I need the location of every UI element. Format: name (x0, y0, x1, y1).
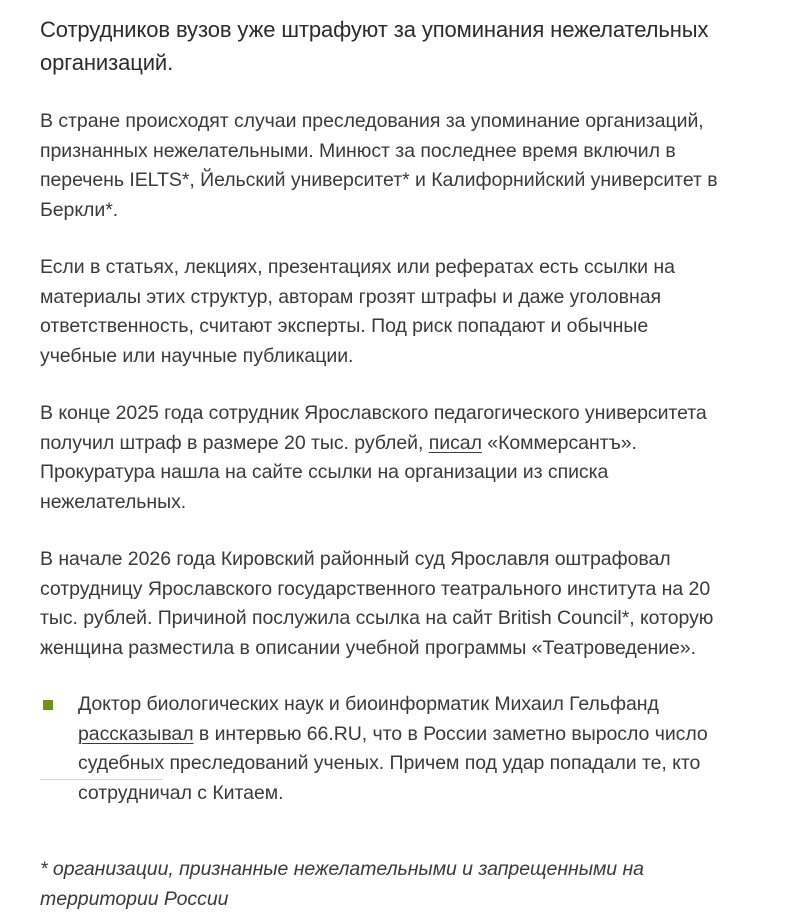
bullet-list (40, 690, 722, 808)
link-pisal[interactable]: писал (428, 431, 482, 454)
paragraph-4 (40, 545, 722, 663)
list-item (40, 690, 722, 808)
paragraph-2 (40, 253, 722, 371)
paragraph-1 (40, 107, 722, 225)
paragraph-2-text: Если в статьях, лекциях, презентациях или рефератах есть ссылки на материалы этих структур, авторам грозят штрафы и даже уголовная ответственность, считают эксперты. Под риск попадают и обычные учебные или научные публикации. (40, 256, 675, 367)
paragraph-1-text: В стране происходят случаи преследования за упоминание организаций, признанных нежелательными. Минюст за последнее время включил в перечень IELTS*, Йельский университет* и Калифорнийский университет в Беркли*. (40, 110, 718, 221)
footnote: * организации, признанные нежелательными и запрещенными на территории России (40, 858, 644, 910)
list-item-text-before: Доктор биологических наук и биоинформатик Михаил Гельфанд (78, 693, 659, 715)
paragraph-3-text-before: В конце 2025 года сотрудник Ярославского педагогического университета получил штраф в размере 20 тыс. рублей, (40, 402, 707, 454)
paragraph-3 (40, 399, 722, 517)
bottom-divider (40, 779, 162, 780)
article-body (40, 107, 722, 914)
paragraph-4-text: В начале 2026 года Кировский районный суд Ярославля оштрафовал сотрудницу Ярославского государственного театрального института на 20 тыс. рублей. Причиной послужила ссылка на сайт British Council*, которую женщина разместила в описании учебной программы «Театроведение». (40, 548, 714, 659)
article-title: Сотрудников вузов уже штрафуют за упоминания нежелательных организаций. (40, 17, 709, 75)
square-bullet-icon (43, 700, 53, 710)
paragraph-3-text-after: «Коммерсантъ». Прокуратура нашла на сайте ссылки на организации из списка нежелательных. (40, 431, 637, 513)
list-item-text-after: в интервью 66.RU, что в России заметно выросло число судебных преследований ученых. Причем под удар попадали те, кто сотрудничал с Китаем. (78, 722, 708, 804)
link-rasskazyval[interactable]: рассказывал (78, 722, 194, 745)
